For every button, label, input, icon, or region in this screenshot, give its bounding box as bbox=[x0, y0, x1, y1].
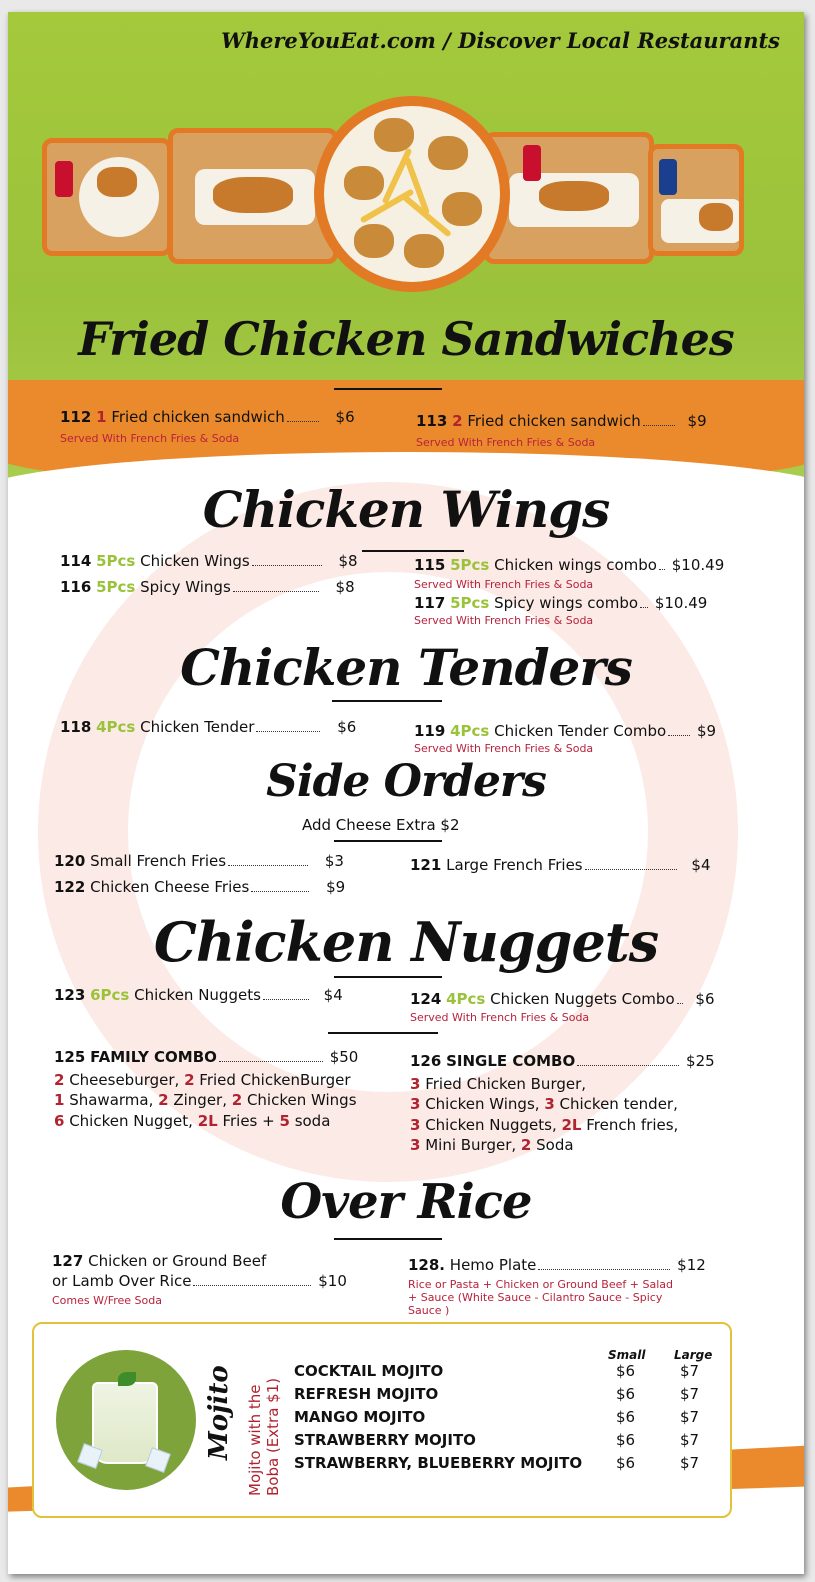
menu-item-126: 126 SINGLE COMBO $25 bbox=[410, 1052, 715, 1070]
mojito-item: REFRESH MOJITO bbox=[294, 1385, 439, 1403]
size-large-label: Large bbox=[674, 1348, 713, 1362]
title-underline bbox=[332, 700, 442, 702]
menu-item-127-note: Comes W/Free Soda bbox=[52, 1294, 162, 1307]
title-underline bbox=[334, 388, 442, 390]
combo-quantity: 2 bbox=[520, 1135, 532, 1154]
menu-item-112-note: Served With French Fries & Soda bbox=[60, 432, 240, 445]
section-title-sandwiches: Fried Chicken Sandwiches bbox=[78, 312, 734, 366]
menu-item-124-note: Served With French Fries & Soda bbox=[410, 1011, 590, 1024]
menu-item-128-note-2: + Sauce (White Sauce - Cilantro Sauce - Spicy bbox=[408, 1291, 663, 1304]
menu-item-113: 113 2 Fried chicken sandwich $9 bbox=[416, 412, 707, 430]
combo-text: Shawarma, bbox=[64, 1091, 159, 1110]
menu-sheet bbox=[8, 12, 804, 1574]
combo-quantity: 2 bbox=[54, 1071, 65, 1089]
mojito-item: STRAWBERRY MOJITO bbox=[294, 1431, 476, 1449]
menu-item-128-note-3: Sauce ) bbox=[408, 1304, 450, 1317]
combo-line bbox=[410, 1074, 678, 1094]
food-photo-center bbox=[314, 96, 510, 292]
mojito-item: STRAWBERRY, BLUEBERRY MOJITO bbox=[294, 1454, 583, 1472]
combo-quantity: 3 bbox=[410, 1135, 421, 1154]
combo-text: Fried ChickenBurger bbox=[194, 1071, 351, 1089]
menu-item-116: 116 5Pcs Spicy Wings $8 bbox=[60, 578, 355, 596]
menu-item-112: 112 1 Fried chicken sandwich $6 bbox=[60, 408, 355, 426]
section-title-tenders: Chicken Tenders bbox=[180, 638, 632, 697]
combo-quantity: 2 bbox=[184, 1071, 195, 1089]
family-combo-contents bbox=[54, 1070, 357, 1131]
combo-quantity: 3 bbox=[410, 1095, 421, 1114]
combo-text: Fried Chicken Burger, bbox=[420, 1075, 587, 1093]
combo-quantity: 2L bbox=[197, 1111, 218, 1130]
food-photo-nuggets-plate bbox=[168, 128, 338, 264]
combo-quantity: 3 bbox=[410, 1115, 421, 1134]
mojito-small-price: $6 bbox=[616, 1454, 636, 1472]
combo-text: French fries, bbox=[581, 1115, 679, 1134]
menu-item-121: 121 Large French Fries $4 bbox=[410, 856, 711, 874]
combo-text: soda bbox=[289, 1111, 331, 1130]
menu-item-125: 125 FAMILY COMBO $50 bbox=[54, 1048, 359, 1066]
mojito-small-price: $6 bbox=[616, 1385, 636, 1403]
menu-item-115-note: Served With French Fries & Soda bbox=[414, 578, 594, 591]
combo-quantity: 2 bbox=[158, 1091, 169, 1110]
title-underline bbox=[334, 1238, 442, 1240]
menu-item-127-line2: or Lamb Over Rice $10 bbox=[52, 1272, 347, 1290]
menu-item-128-note-1: Rice or Pasta + Chicken or Ground Beef + Salad bbox=[408, 1278, 673, 1291]
menu-item-122: 122 Chicken Cheese Fries $9 bbox=[54, 878, 346, 896]
mojito-large-price: $7 bbox=[680, 1431, 700, 1449]
mojito-large-price: $7 bbox=[680, 1385, 700, 1403]
combo-line bbox=[54, 1111, 357, 1131]
combo-quantity: 5 bbox=[279, 1111, 290, 1130]
menu-item-117-note: Served With French Fries & Soda bbox=[414, 614, 594, 627]
menu-item-119: 119 4Pcs Chicken Tender Combo $9 bbox=[414, 722, 717, 740]
section-title-wings: Chicken Wings bbox=[202, 480, 610, 539]
food-photo-burger bbox=[648, 144, 744, 256]
menu-item-115: 115 5Pcs Chicken wings combo $10.49 bbox=[414, 556, 725, 574]
size-small-label: Small bbox=[608, 1348, 646, 1362]
mojito-small-price: $6 bbox=[616, 1362, 636, 1380]
mojito-boba-line1: Mojito with the bbox=[246, 1384, 264, 1496]
menu-item-128: 128. Hemo Plate $12 bbox=[408, 1256, 706, 1274]
side-orders-note: Add Cheese Extra $2 bbox=[302, 816, 460, 834]
combo-text: Chicken tender, bbox=[554, 1095, 678, 1114]
combo-line bbox=[54, 1070, 357, 1090]
section-title-nuggets: Chicken Nuggets bbox=[153, 910, 659, 974]
combo-quantity: 1 bbox=[54, 1091, 65, 1110]
section-title-sides: Side Orders bbox=[266, 756, 546, 807]
menu-item-120: 120 Small French Fries $3 bbox=[54, 852, 344, 870]
mojito-photo bbox=[56, 1350, 196, 1490]
mojito-large-price: $7 bbox=[680, 1362, 700, 1380]
combo-quantity: 6 bbox=[54, 1111, 65, 1130]
mojito-script-title: Mojito bbox=[204, 1365, 234, 1460]
combo-quantity: 2L bbox=[561, 1115, 582, 1134]
food-photo-wings bbox=[42, 138, 172, 256]
combo-line bbox=[410, 1135, 678, 1155]
combo-text: Cheeseburger, bbox=[64, 1071, 185, 1089]
combo-quantity: 3 bbox=[544, 1095, 555, 1114]
menu-item-124: 124 4Pcs Chicken Nuggets Combo $6 bbox=[410, 990, 715, 1008]
mojito-large-price: $7 bbox=[680, 1454, 700, 1472]
combo-text: Mini Burger, bbox=[420, 1135, 521, 1154]
combo-text: Chicken Wings bbox=[242, 1091, 357, 1110]
menu-item-114: 114 5Pcs Chicken Wings $8 bbox=[60, 552, 358, 570]
combo-text: Chicken Nugget, bbox=[64, 1111, 198, 1130]
menu-item-118: 118 4Pcs Chicken Tender $6 bbox=[60, 718, 357, 736]
section-title-rice: Over Rice bbox=[280, 1174, 532, 1230]
combo-text: Soda bbox=[531, 1135, 574, 1154]
menu-item-117: 117 5Pcs Spicy wings combo $10.49 bbox=[414, 594, 708, 612]
mojito-small-price: $6 bbox=[616, 1408, 636, 1426]
combo-line bbox=[54, 1090, 357, 1110]
single-combo-contents bbox=[410, 1074, 678, 1155]
combo-text: Chicken Wings, bbox=[420, 1095, 545, 1114]
combo-quantity: 2 bbox=[231, 1091, 243, 1110]
menu-item-123: 123 6Pcs Chicken Nuggets $4 bbox=[54, 986, 343, 1004]
mojito-small-price: $6 bbox=[616, 1431, 636, 1449]
menu-item-113-note: Served With French Fries & Soda bbox=[416, 436, 596, 449]
combo-divider bbox=[328, 1032, 438, 1034]
site-header: WhereYouEat.com / Discover Local Restaurants bbox=[221, 28, 780, 53]
combo-text: Zinger, bbox=[168, 1091, 232, 1110]
mojito-item: COCKTAIL MOJITO bbox=[294, 1362, 444, 1380]
menu-item-127: 127 Chicken or Ground Beef bbox=[52, 1252, 267, 1270]
combo-quantity: 3 bbox=[410, 1075, 421, 1093]
mojito-large-price: $7 bbox=[680, 1408, 700, 1426]
menu-item-119-note: Served With French Fries & Soda bbox=[414, 742, 594, 755]
combo-text: Chicken Nuggets, bbox=[420, 1115, 562, 1134]
combo-line bbox=[410, 1115, 678, 1135]
title-underline bbox=[362, 550, 464, 552]
combo-text: Fries + bbox=[217, 1111, 280, 1130]
title-underline bbox=[334, 840, 442, 842]
mojito-item: MANGO MOJITO bbox=[294, 1408, 426, 1426]
mojito-boba-line2: Boba (Extra $1) bbox=[264, 1377, 282, 1496]
combo-line bbox=[410, 1094, 678, 1114]
title-underline bbox=[334, 976, 442, 978]
